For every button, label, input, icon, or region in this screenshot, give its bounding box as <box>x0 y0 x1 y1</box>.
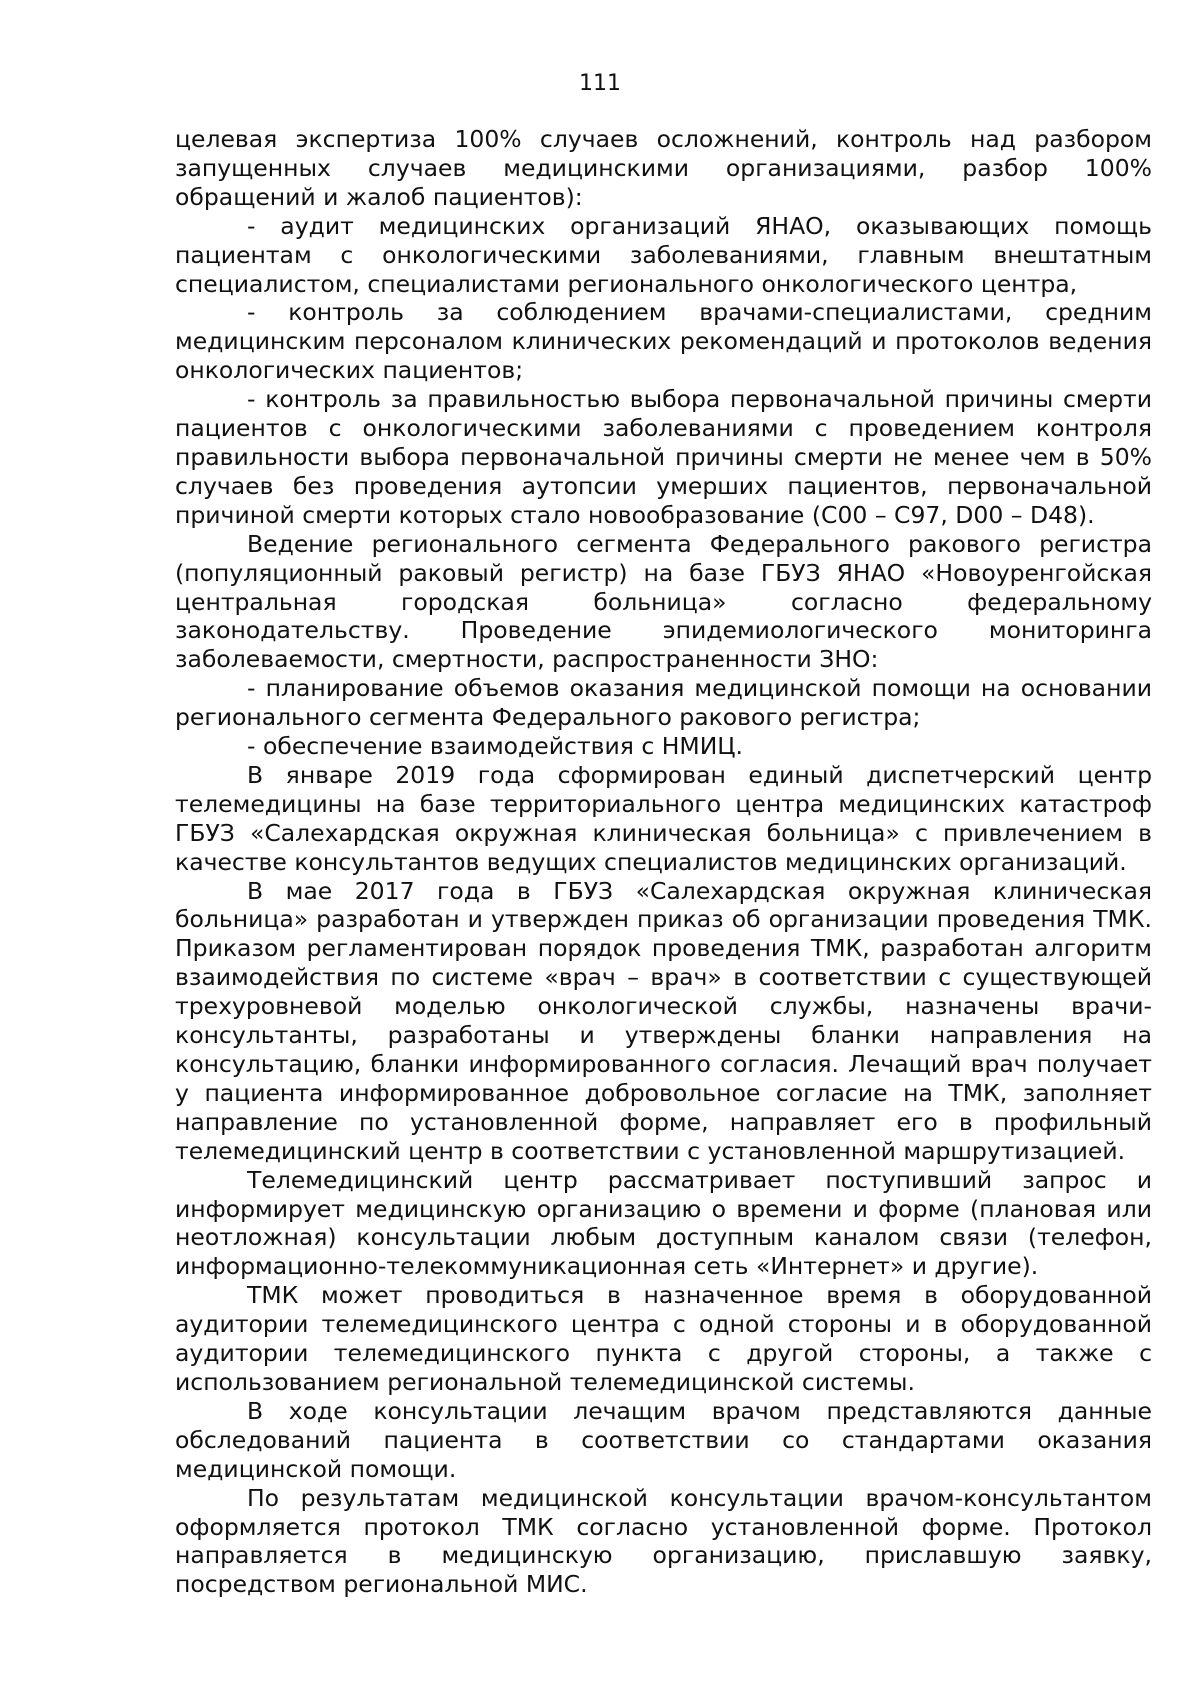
paragraph-consultation-data: В ходе консультации лечащим врачом представляются данные обследований пациента в соответствии со стандартами оказания медицинской помощи. <box>175 1396 1152 1483</box>
paragraph-cancer-registry: Ведение регионального сегмента Федерального ракового регистра (популяционный раковый регистр) на базе ГБУЗ ЯНАО «Новоуренгойская центральная городская больница» согласно федеральному законодательству. Проведение эпидемиологического мониторинга заболеваемости, смертности, распространенности ЗНО: <box>175 529 1152 674</box>
list-item-guidelines-control: - контроль за соблюдением врачами-специалистами, средним медицинским персоналом клинических рекомендаций и протоколов ведения онкологических пациентов; <box>175 298 1152 385</box>
paragraph-tmk-order: В мае 2017 года в ГБУЗ «Салехардская окружная клиническая больница» разработан и утвержден приказ об организации проведения ТМК. Приказом регламентирован порядок проведения ТМК, разработан алгоритм взаимодействия по системе «врач – врач» в соответствии с существующей трехуровневой моделью онкологической службы, назначены врачи-консультанты, разработаны и утверждены бланки направления на консультацию, бланки информированного согласия. Лечащий врач получает у пациента информированное добровольное согласие на ТМК, заполняет направление по установленной форме, направляет его в профильный телемедицинский центр в соответствии с установленной маршрутизацией. <box>175 876 1152 1165</box>
paragraph-telemedicine-center: В январе 2019 года сформирован единый диспетчерский центр телемедицины на базе территориального центра медицинских катастроф ГБУЗ «Салехардская окружная клиническая больница» с привлечением в качестве консультантов ведущих специалистов медицинских организаций. <box>175 760 1152 876</box>
paragraph-request-review: Телемедицинский центр рассматривает поступивший запрос и информирует медицинскую организацию о времени и форме (плановая или неотложная) консультации любым доступным каналом связи (телефон, информационно-телекоммуникационная сеть «Интернет» и другие). <box>175 1165 1152 1281</box>
paragraph-expertise-continuation: целевая экспертиза 100% случаев осложнений, контроль над разбором запущенных случаев медицинскими организациями, разбор 100% обращений и жалоб пациентов): <box>175 125 1152 211</box>
document-body <box>175 125 1152 1599</box>
list-item-nmic-interaction: - обеспечение взаимодействия с НМИЦ. <box>247 732 744 761</box>
list-item-planning: - планирование объемов оказания медицинской помощи на основании регионального сегмента Федерального ракового регистра; <box>175 674 1152 732</box>
paragraph-tmk-conduct: ТМК может проводиться в назначенное время в оборудованной аудитории телемедицинского центра с одной стороны и в оборудованной аудитории телемедицинского пункта с другой стороны, а также с использованием региональной телемедицинской системы. <box>175 1281 1152 1396</box>
paragraph-protocol: По результатам медицинской консультации врачом-консультантом оформляется протокол ТМК согласно установленной форме. Протокол направляется в медицинскую организацию, приславшую заявку, посредством региональной МИС. <box>175 1483 1152 1599</box>
list-item-death-cause-control: - контроль за правильностью выбора первоначальной причины смерти пациентов с онкологическими заболеваниями с проведением контроля правильности выбора первоначальной причины смерти не менее чем в 50% случаев без проведения аутопсии умерших пациентов, первоначальной причиной смерти которых стало новообразование (С00 – С97, D00 – D48). <box>175 385 1152 529</box>
page-number: 111 <box>579 71 621 96</box>
list-item-audit: - аудит медицинских организаций ЯНАО, оказывающих помощь пациентам с онкологическими заболеваниями, главным внештатным специалистом, специалистами регионального онкологического центра, <box>175 211 1152 298</box>
